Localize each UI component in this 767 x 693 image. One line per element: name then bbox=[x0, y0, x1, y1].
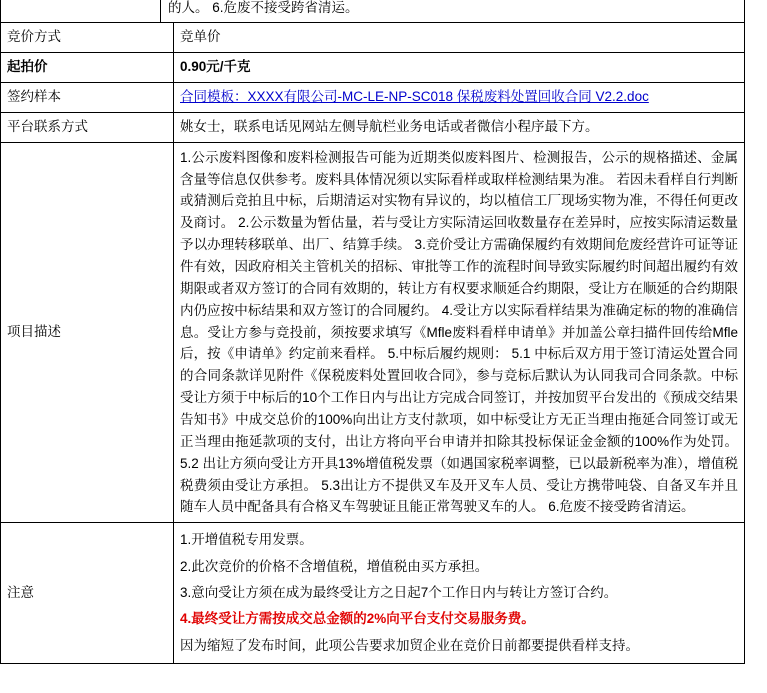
detail-table bbox=[0, 22, 745, 664]
row-label-project-description: 项目描述 bbox=[1, 142, 174, 523]
row-value-project-description bbox=[174, 142, 745, 523]
notice-line-3: 3.意向受让方须在成为最终受让方之日起7个工作日内与转让方签订合约。 bbox=[180, 584, 618, 600]
table-row-start-price bbox=[1, 52, 745, 82]
notice-line-2: 2.此次竞价的价格不含增值税，增值税由买方承担。 bbox=[180, 558, 489, 574]
notice-line-5: 因为缩短了发布时间，此项公告要求加贸企业在竞价日前都要提供看样支持。 bbox=[180, 637, 639, 653]
table-row-bid-method bbox=[1, 23, 745, 53]
row-value-platform-contact: 姚女士，联系电话见网站左侧导航栏业务电话或者微信小程序最下方。 bbox=[174, 112, 745, 142]
page-bottom-gap bbox=[0, 664, 745, 678]
partial-top-left-cell bbox=[1, 0, 161, 22]
project-description-text: 1.公示废料图像和废料检测报告可能为近期类似废料图片、检测报告，公示的规格描述、金属含量等信息仅供参考。废料具体情况须以实际看样或取样检测结果为准。 若因未看样自行判断或猜测后竞拍且中标，后期清运对实物有异议的，均以植信工厂现场实物为准，不得任何更改及商讨。 2.公示数量为暂估量，若与受让方实际清运回收数量存在差异时，应按实际清运数量予以办理转移联单、出厂、结算手续。 3.竞价受让方需确保履约有效期间危废经营许可证等证件有效，因政府相关主管机关的招标、审批等工作的流程时间导致实际履约时间超出履约有效期限或者双方签订的合同有效期的，转让方有权要求顺延合约期限，受让方在顺延的合约期限内仍应按中标结果和双方签订的合同履约。 4.受让方以实际看样结果为准确定标的物的准确信息。受让方参与竞投前，须按要求填写《Mfle废料看样申请单》并加盖公章扫描件回传给Mfle后，按《申请单》约定前来看样。 5.中标后履约规则： 5.1 中标后双方用于签订清运处置合同的合同条款详见附件《保税废料处置回收合同》，参与竞标后默认为认同我司合同条款。中标受让方须于中标后的10个工作日内与出让方完成合同签订，并按加贸平台发出的《预成交结果告知书》中成交总价的100%向出让方支付款项，如中标受让方无正当理由拖延合同签订或无正当理由拖延款项的支付，出让方将向平台申请并扣除其投标保证金金额的100%作为处罚。 5.2 出让方须向受让方开具13%增值税发票（如遇国家税率调整，已以最新税率为准），增值税税费须由受让方承担。 5.3出让方不提供叉车及开叉车人员、受让方携带吨袋、自备叉车并且随车人员中配备具有合格叉车驾驶证且能正常驾驶叉车的人。 6.危废不接受跨省清运。 bbox=[180, 149, 738, 515]
row-value-start-price: 0.90元/千克 bbox=[174, 52, 745, 82]
row-value-notice bbox=[174, 523, 745, 664]
table-row-notice bbox=[1, 523, 745, 664]
notice-line-1: 1.开增值税专用发票。 bbox=[180, 532, 313, 548]
contract-template-link[interactable]: 合同模板：XXXX有限公司-MC-LE-NP-SC018 保税废料处置回收合同 V2.2.doc bbox=[180, 88, 649, 104]
row-label-start-price: 起拍价 bbox=[1, 52, 174, 82]
notice-line-4: 4.最终受让方需按成交总金额的2%向平台支付交易服务费。 bbox=[180, 611, 535, 627]
row-label-platform-contact: 平台联系方式 bbox=[1, 112, 174, 142]
table-row-platform-contact bbox=[1, 112, 745, 142]
row-label-notice: 注意 bbox=[1, 523, 174, 664]
partial-top-row bbox=[0, 0, 745, 22]
row-value-bid-method: 竞单价 bbox=[174, 23, 745, 53]
partial-top-text: 的人。 6.危废不接受跨省清运。 bbox=[168, 0, 359, 15]
row-label-bid-method: 竞价方式 bbox=[1, 23, 174, 53]
row-value-contract-sample bbox=[174, 82, 745, 112]
scrollbar-track[interactable] bbox=[750, 0, 767, 693]
row-label-contract-sample: 签约样本 bbox=[1, 82, 174, 112]
table-row-contract-sample bbox=[1, 82, 745, 112]
table-row-project-description bbox=[1, 142, 745, 523]
